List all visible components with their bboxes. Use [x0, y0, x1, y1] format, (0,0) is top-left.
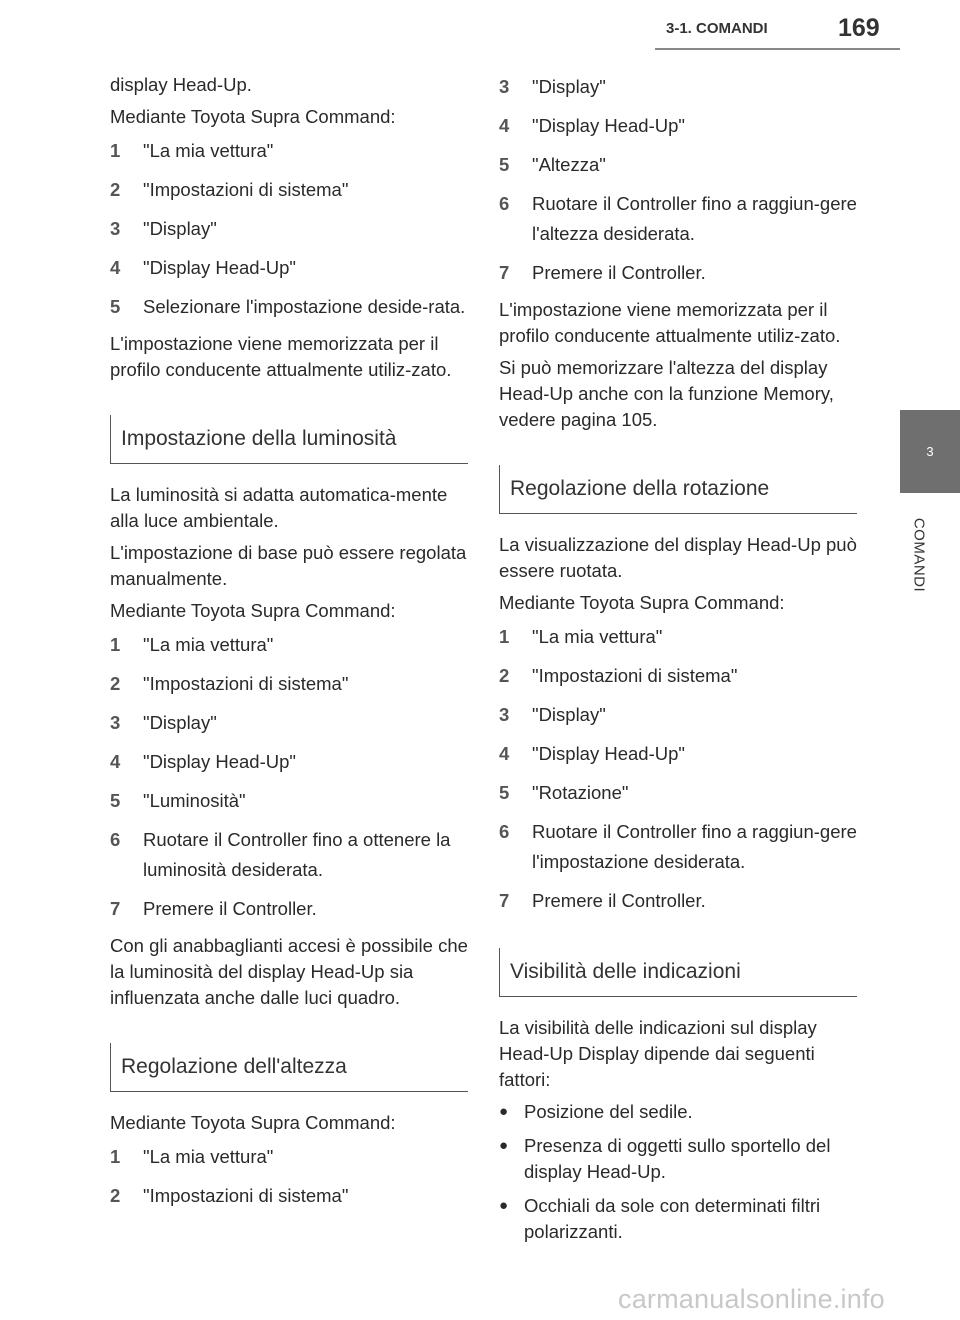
step-item: [110, 786, 468, 816]
section-title: 3-1. COMANDI: [666, 20, 768, 37]
step-item: [110, 1181, 468, 1211]
step-number: 3: [110, 218, 121, 239]
step-number: 2: [110, 673, 121, 694]
step-text: "Display": [143, 712, 217, 733]
paragraph: L'impostazione di base può essere regolata manualmente.: [110, 542, 467, 589]
step-number: 4: [110, 257, 121, 278]
chapter-label: COMANDI: [910, 517, 928, 593]
page-number: 169: [838, 14, 880, 42]
step-number: 1: [499, 626, 510, 647]
step-item: [110, 292, 468, 322]
step-number: 2: [110, 1185, 121, 1206]
step-text: "Impostazioni di sistema": [143, 1185, 349, 1206]
paragraph: Mediante Toyota Supra Command:: [499, 592, 785, 613]
step-number: 7: [499, 262, 510, 283]
step-list: [110, 630, 468, 924]
step-number: 6: [499, 821, 510, 842]
step-text: "Display Head-Up": [143, 257, 296, 278]
step-list: [110, 1142, 468, 1211]
step-item: [110, 747, 468, 777]
step-text: "Rotazione": [532, 782, 629, 803]
step-text: "La mia vettura": [143, 1146, 274, 1167]
step-number: 6: [110, 829, 121, 850]
chapter-number: 3: [926, 444, 934, 459]
step-text: Ruotare il Controller fino a raggiun-gere l'altezza desiderata.: [532, 193, 857, 244]
step-number: 5: [499, 782, 510, 803]
step-number: 4: [499, 743, 510, 764]
step-text: "Impostazioni di sistema": [143, 673, 349, 694]
step-item: [110, 669, 468, 699]
bullet-list: [499, 1099, 857, 1245]
paragraph: display Head-Up.: [110, 74, 252, 95]
step-number: 1: [110, 1146, 121, 1167]
step-item: [499, 111, 857, 141]
left-column: [110, 72, 468, 1220]
step-item: [499, 700, 857, 730]
step-item: [110, 630, 468, 660]
step-item: [110, 214, 468, 244]
step-item: [499, 778, 857, 808]
section-heading: Visibilità delle indicazioni: [499, 948, 857, 997]
step-item: [110, 1142, 468, 1172]
step-item: [499, 817, 857, 877]
paragraph: Si può memorizzare l'altezza del display Head-Up anche con la funzione Memory, vedere pagina 105.: [499, 357, 834, 430]
step-text: Premere il Controller.: [532, 890, 706, 911]
step-text: Ruotare il Controller fino a ottenere la luminosità desiderata.: [143, 829, 451, 880]
paragraph: La visibilità delle indicazioni sul display Head-Up Display dipende dai seguenti fattori:: [499, 1017, 817, 1090]
right-column: [499, 72, 857, 1253]
step-item: [499, 661, 857, 691]
paragraph: Mediante Toyota Supra Command:: [110, 106, 396, 127]
step-text: "La mia vettura": [143, 634, 274, 655]
step-number: 5: [499, 154, 510, 175]
step-number: 2: [110, 179, 121, 200]
bullet-icon: ●: [499, 1103, 509, 1120]
step-text: Selezionare l'impostazione deside-rata.: [143, 296, 466, 317]
step-text: "Display": [143, 218, 217, 239]
step-number: 4: [110, 751, 121, 772]
step-item: [110, 825, 468, 885]
step-item: [499, 886, 857, 916]
step-number: 6: [499, 193, 510, 214]
step-number: 5: [110, 296, 121, 317]
paragraph: La luminosità si adatta automatica-mente alla luce ambientale.: [110, 484, 448, 531]
step-number: 7: [110, 898, 121, 919]
step-number: 1: [110, 634, 121, 655]
step-list: [499, 622, 857, 916]
bullet-icon: ●: [499, 1137, 509, 1154]
step-item: [499, 189, 857, 249]
bullet-icon: ●: [499, 1197, 509, 1214]
step-number: 7: [499, 890, 510, 911]
step-number: 3: [499, 704, 510, 725]
section-heading: Regolazione dell'altezza: [110, 1043, 468, 1092]
paragraph: L'impostazione viene memorizzata per il profilo conducente attualmente utiliz-zato.: [110, 333, 452, 380]
step-item: [499, 739, 857, 769]
section-heading: Impostazione della luminosità: [110, 415, 468, 464]
paragraph: La visualizzazione del display Head-Up può essere ruotata.: [499, 534, 857, 581]
step-item: [110, 253, 468, 283]
watermark: carmanualsonline.info: [618, 1284, 885, 1314]
step-list: [499, 72, 857, 288]
bullet-item: [499, 1099, 857, 1125]
step-text: "Display Head-Up": [532, 115, 685, 136]
paragraph: Con gli anabbaglianti accesi è possibile che la luminosità del display Head-Up sia influenzata anche dalle luci quadro.: [110, 935, 468, 1008]
bullet-item: [499, 1133, 857, 1185]
step-number: 5: [110, 790, 121, 811]
step-text: "Altezza": [532, 154, 606, 175]
step-item: [110, 175, 468, 205]
step-text: "Impostazioni di sistema": [143, 179, 349, 200]
step-item: [110, 894, 468, 924]
step-item: [110, 708, 468, 738]
bullet-text: Presenza di oggetti sullo sportello del display Head-Up.: [524, 1135, 831, 1182]
step-text: "Display": [532, 704, 606, 725]
bullet-text: Posizione del sedile.: [524, 1101, 693, 1122]
step-text: Ruotare il Controller fino a raggiun-gere l'impostazione desiderata.: [532, 821, 857, 872]
step-number: 2: [499, 665, 510, 686]
step-text: "La mia vettura": [143, 140, 274, 161]
header-divider: [655, 48, 900, 50]
step-text: "La mia vettura": [532, 626, 663, 647]
bullet-text: Occhiali da sole con determinati filtri polarizzanti.: [524, 1195, 821, 1242]
step-number: 1: [110, 140, 121, 161]
step-item: [499, 72, 857, 102]
step-text: "Impostazioni di sistema": [532, 665, 738, 686]
step-text: Premere il Controller.: [143, 898, 317, 919]
step-item: [110, 136, 468, 166]
step-number: 4: [499, 115, 510, 136]
bullet-item: [499, 1193, 857, 1245]
paragraph: Mediante Toyota Supra Command:: [110, 1112, 396, 1133]
step-text: "Luminosità": [143, 790, 246, 811]
chapter-tab: [900, 410, 960, 493]
step-item: [499, 622, 857, 652]
step-text: "Display": [532, 76, 606, 97]
step-number: 3: [110, 712, 121, 733]
step-list: [110, 136, 468, 322]
step-text: "Display Head-Up": [143, 751, 296, 772]
section-heading: Regolazione della rotazione: [499, 465, 857, 514]
paragraph: L'impostazione viene memorizzata per il profilo conducente attualmente utiliz-zato.: [499, 299, 841, 346]
step-number: 3: [499, 76, 510, 97]
step-text: Premere il Controller.: [532, 262, 706, 283]
paragraph: Mediante Toyota Supra Command:: [110, 600, 396, 621]
step-item: [499, 258, 857, 288]
step-item: [499, 150, 857, 180]
step-text: "Display Head-Up": [532, 743, 685, 764]
